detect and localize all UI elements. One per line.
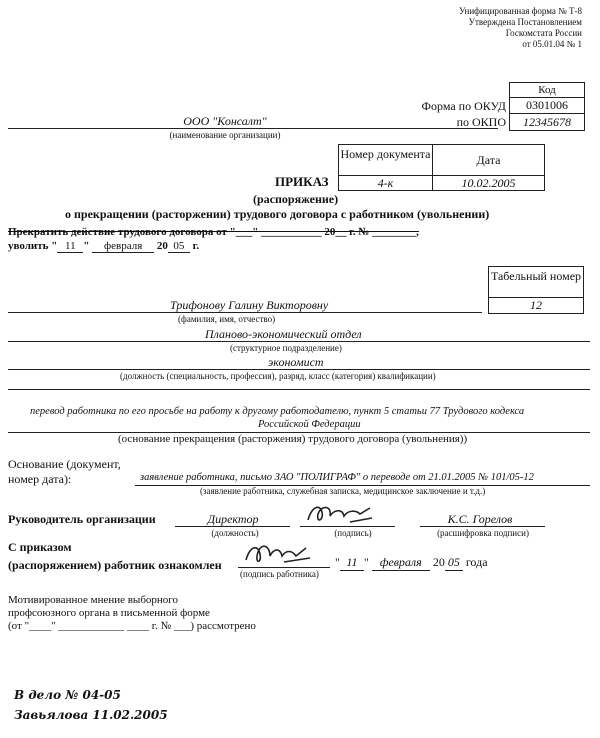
acquainted-label xyxy=(8,538,222,574)
union-opinion xyxy=(8,594,256,633)
head-position: Директор xyxy=(207,512,259,526)
order-title: ПРИКАЗ xyxy=(275,174,329,189)
dismiss-year: 05 xyxy=(168,240,190,253)
basis-label-line2: номер дата): xyxy=(8,472,72,486)
doc-number-header: Номер документа xyxy=(338,144,433,176)
basis-label xyxy=(8,457,121,487)
acquainted-month: февраля xyxy=(372,555,430,571)
acquainted-date-line: " 11 " февраля 20 05 года xyxy=(335,555,488,569)
union-line1: Мотивированное мнение выборного xyxy=(8,594,179,606)
dismiss-prefix: уволить " xyxy=(8,240,58,252)
head-name: К.С. Горелов xyxy=(447,512,513,526)
position-line xyxy=(8,369,590,370)
grounds-caption: (основание прекращения (расторжения) трудового договора (увольнения)) xyxy=(118,433,468,445)
doc-number-value: 4-к xyxy=(338,175,433,191)
union-line2: профсоюзного органа в письменной форме xyxy=(8,607,210,619)
organization-name: ООО "Консалт" xyxy=(183,114,267,128)
position-extra-line xyxy=(8,389,590,390)
okud-label: Форма по ОКУД xyxy=(421,99,506,113)
head-position-line xyxy=(175,526,290,527)
grounds-text-line1: перевод работника по его просьбе на работу к другому работодателю, пункт 5 статьи 77 Трудового кодекса xyxy=(30,406,525,417)
approval-date: от 05.01.04 № 1 xyxy=(522,39,582,49)
archive-note-line2: Завьялова 11.02.2005 xyxy=(14,708,168,722)
acquainted-year-prefix: 20 xyxy=(432,555,445,569)
approval-line: Утверждена Постановлением xyxy=(468,17,582,27)
head-label: Руководитель организации xyxy=(8,512,156,526)
form-header-note xyxy=(459,6,582,50)
employee-position: экономист xyxy=(268,355,324,369)
position-caption: (должность (специальность, профессия), разряд, класс (категория) квалификации) xyxy=(120,371,436,381)
okpo-value: 12345678 xyxy=(509,113,585,131)
approval-authority: Госкомстата России xyxy=(505,28,582,38)
okpo-label: по ОКПО xyxy=(456,115,506,129)
basis-caption: (заявление работника, служебная записка, медицинское заключение и т.д.) xyxy=(200,486,486,496)
dismiss-year-prefix: 20 xyxy=(156,240,168,252)
basis-value: заявление работника, письмо ЗАО "ПОЛИГРАФ" о переводе от 21.01.2005 № 101/05-12 xyxy=(140,472,534,483)
terminate-contract-struck: Прекратить действие трудового договора от "___" ___________ 20__ г. № ________, xyxy=(8,226,419,238)
kod-header: Код xyxy=(509,82,585,98)
employee-name-line xyxy=(8,312,482,313)
grounds-text-line2: Российской Федерации xyxy=(258,419,361,430)
dismiss-day: 11 xyxy=(57,240,83,253)
employee-name-caption: (фамилия, имя, отчество) xyxy=(178,314,276,324)
employee-department: Планово-экономический отдел xyxy=(205,327,362,341)
department-line xyxy=(8,341,590,342)
form-number: Унифицированная форма № Т-8 xyxy=(458,6,582,16)
department-caption: (структурное подразделение) xyxy=(230,343,342,353)
union-line3: (от "____" ____________ ____ г. № ___) рассмотрено xyxy=(8,620,256,632)
doc-date-header: Дата xyxy=(432,144,545,176)
employee-signature-line xyxy=(238,567,330,568)
head-name-caption: (расшифровка подписи) xyxy=(437,528,529,538)
archive-note-line1: В дело № 04-05 xyxy=(14,688,121,702)
basis-label-line1: Основание (документ, xyxy=(8,457,121,471)
dismiss-quote: " xyxy=(83,240,90,252)
order-purpose: о прекращении (расторжении) трудового договора с работником (увольнении) xyxy=(65,207,490,221)
acquainted-label-line1: С приказом xyxy=(8,540,72,554)
tab-number-value: 12 xyxy=(488,297,584,314)
doc-date-value: 10.02.2005 xyxy=(432,175,545,191)
employee-name: Трифонову Галину Викторовну xyxy=(170,298,329,312)
tab-number-header: Табельный номер xyxy=(488,266,584,298)
organization-line xyxy=(8,128,498,129)
acquainted-year: 05 xyxy=(445,555,463,571)
organization-caption: (наименование организации) xyxy=(169,130,281,140)
employee-signature-caption: (подпись работника) xyxy=(240,569,319,579)
head-signature-line xyxy=(300,526,395,527)
dismiss-date-line xyxy=(8,240,199,253)
head-signature-caption: (подпись) xyxy=(334,528,372,538)
order-subtitle: (распоряжение) xyxy=(253,192,339,206)
dismiss-month: февраля xyxy=(92,240,154,253)
acquainted-year-suffix: года xyxy=(465,555,488,569)
head-name-line xyxy=(420,526,545,527)
dismiss-year-suffix: г. xyxy=(192,240,200,252)
acquainted-label-line2: (распоряжением) работник ознакомлен xyxy=(8,558,222,572)
acquainted-day: 11 xyxy=(340,555,364,571)
okud-value: 0301006 xyxy=(509,97,585,114)
head-position-caption: (должность) xyxy=(211,528,259,538)
